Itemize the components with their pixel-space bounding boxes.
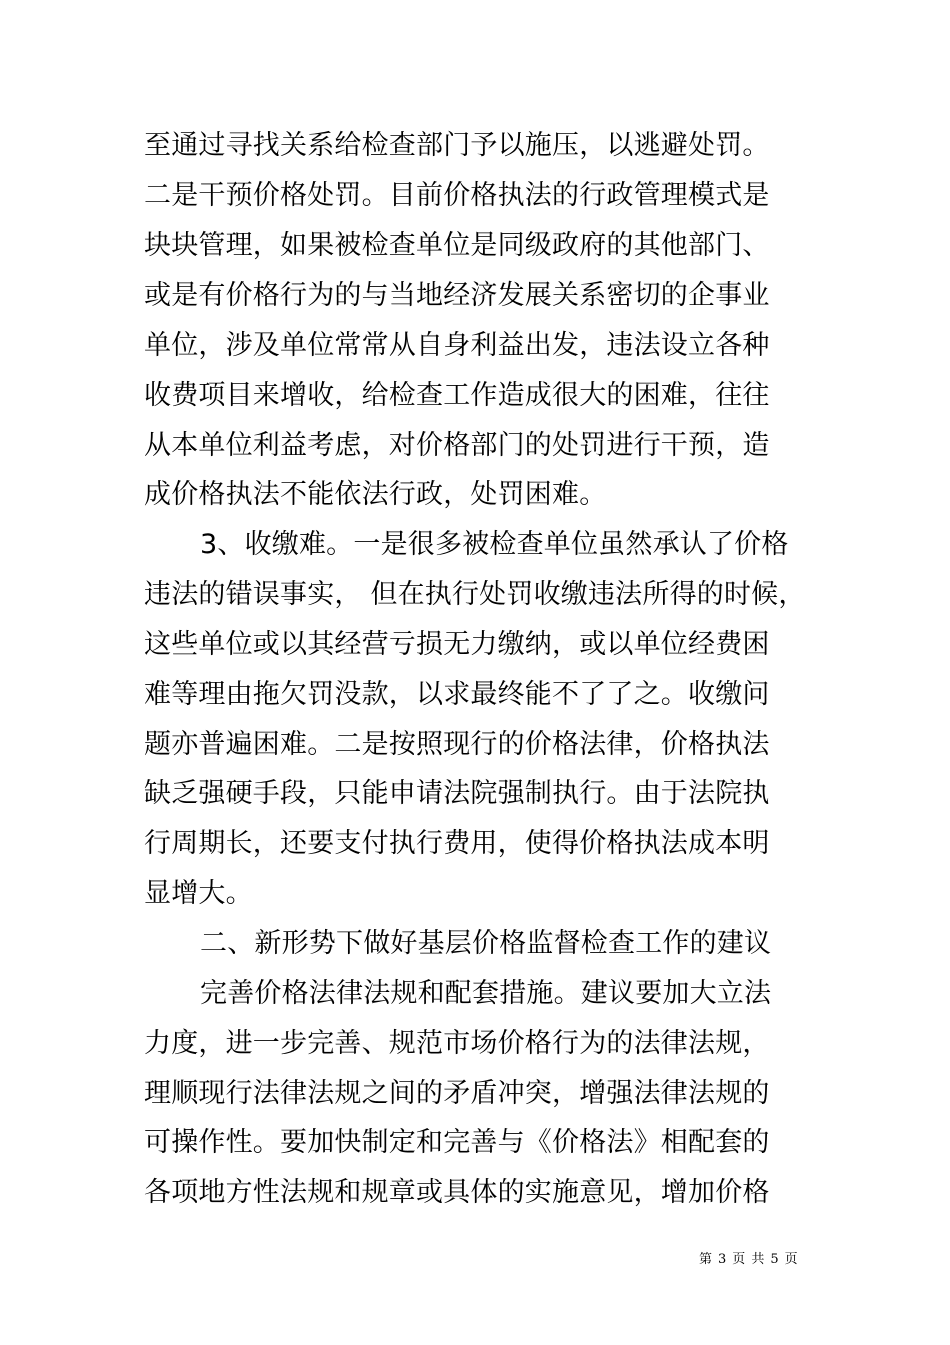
text-line-13: 题亦普遍困难。二是按照现行的价格法律，价格执法 <box>144 729 770 760</box>
footer-total-pages: 5 <box>770 1252 779 1267</box>
section-heading: 二、新形势下做好基层价格监督检查工作的建议 <box>200 928 772 959</box>
text-line-19: 力度，进一步完善、规范市场价格行为的法律法规， <box>144 1028 770 1059</box>
page-footer <box>699 1251 804 1269</box>
text-line-1: 至通过寻找关系给检查部门予以施压，以逃避处罚。 <box>144 130 770 161</box>
text-line-5: 单位，涉及单位常常从自身利益出发，违法设立各种 <box>144 330 770 361</box>
text-line-16: 显增大。 <box>144 878 253 909</box>
text-line-18: 完善价格法律法规和配套措施。建议要加大立法 <box>200 978 772 1009</box>
text-line-7: 从本单位利益考虑，对价格部门的处罚进行干预，造 <box>144 430 770 461</box>
footer-gong: 共 <box>751 1252 765 1267</box>
text-line-6: 收费项目来增收，给检查工作造成很大的困难，往往 <box>144 380 770 411</box>
footer-ye: 页 <box>732 1252 746 1267</box>
text-line-22: 各项地方性法规和规章或具体的实施意见，增加价格 <box>144 1177 770 1208</box>
footer-di: 第 <box>699 1252 713 1267</box>
text-line-21: 可操作性。要加快制定和完善与《价格法》相配套的 <box>144 1127 770 1158</box>
text-line-12: 难等理由拖欠罚没款，以求最终能不了了之。收缴问 <box>144 679 770 710</box>
footer-ye-end: 页 <box>784 1252 798 1267</box>
text-line-11: 这些单位或以其经营亏损无力缴纳，或以单位经费困 <box>144 629 770 660</box>
text-line-4: 或是有价格行为的与当地经济发展关系密切的企事业 <box>144 280 770 311</box>
text-line-14: 缺乏强硬手段，只能申请法院强制执行。由于法院执 <box>144 778 770 809</box>
footer-page-number: 3 <box>718 1252 727 1267</box>
text-line-8: 成价格执法不能依法行政，处罚困难。 <box>144 479 607 510</box>
text-line-9: 3、收缴难。一是很多被检查单位虽然承认了价格 <box>200 529 789 560</box>
text-line-10: 违法的错误事实， 但在执行处罚收缴违法所得的时候， <box>144 579 806 610</box>
text-line-3: 块块管理，如果被检查单位是同级政府的其他部门、 <box>144 230 770 261</box>
text-line-15: 行周期长，还要支付执行费用，使得价格执法成本明 <box>144 828 770 859</box>
text-line-20: 理顺现行法律法规之间的矛盾冲突，增强法律法规的 <box>144 1078 770 1109</box>
text-line-2: 二是干预价格处罚。目前价格执法的行政管理模式是 <box>144 180 770 211</box>
